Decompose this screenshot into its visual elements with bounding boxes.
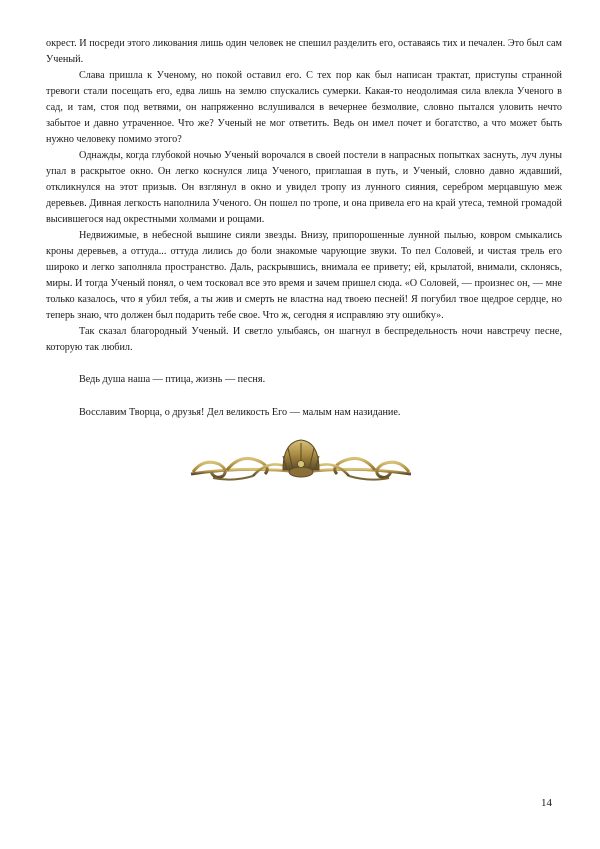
paragraph-1: окрест. И посреди этого ликования лишь один человек не спешил разделить его, оставаясь тих и печален. Это был сам Ученый. (46, 38, 562, 65)
paragraph-2: Слава пришла к Ученому, но покой оставил его. С тех пор как был написан трактат, приступы странной тревоги стали посещать его, едва лишь на землю спускались сумерки. Какая-то неодолимая сила влекла Ученого в сад, и там, стоя под ветвями, он напряженно вслушивался в вечернее безмолвие, словно пытался уловить нечто забытое и давно утраченное. Что же? Ученый не мог ответить. Ведь он имел почет и богатство, а что может быть нужно человеку помимо этого? (46, 70, 562, 145)
baroque-ornament-icon (183, 436, 419, 486)
verse-line-2: Восславим Творца, о друзья! Дел великость Его — малым нам назидание. (79, 407, 401, 418)
document-page (46, 36, 562, 421)
paragraph-5: Так сказал благородный Ученый. И светло улыбаясь, он шагнул в беспредельность ночи навстречу песне, которую так любил. (46, 326, 562, 353)
paragraph-4: Недвижимые, в небесной вышине сияли звезды. Внизу, припорошенные лунной пылью, ковром смыкались кроны деревьев, а оттуда... оттуда лились до боли знакомые чарующие звуки. То пел Соловей, и чистая трель его широко и легко заполняла пространство. Даль, раскрывшись, внимала ее привету; ей, крылатой, внимали, склонясь, миры. И тогда Ученый понял, о чем тосковал все это время и зачем пришел сюда. «О Соловей, — произнес он, — мне только казалось, что я убил тебя, а ты жив и смерть не властна над твоею песней! Я погубил твое щедрое сердце, но теперь знаю, что должен был подарить тебе свое. Что ж, сегодня я исправляю эту ошибку». (46, 230, 562, 321)
page-number: 14 (541, 797, 552, 809)
paragraph-3: Однажды, когда глубокой ночью Ученый ворочался в своей постели в напрасных попытках заснуть, луч луны упал в раскрытое окно. Он легко коснулся лица Ученого, приглашая в путь, и Ученый, словно давно ждавший, откликнулся на этот призыв. Он взглянул в окно и увидел тропу из лунного сияния, серебром мерцавшую меж деревьев. Дивная легкость наполнила Ученого. Он пошел по тропе, и она привела его на край утеса, темной громадой высившегося над окрестными холмами и рощами. (46, 150, 562, 225)
verse-line-1: Ведь душа наша — птица, жизнь — песня. (79, 374, 266, 385)
